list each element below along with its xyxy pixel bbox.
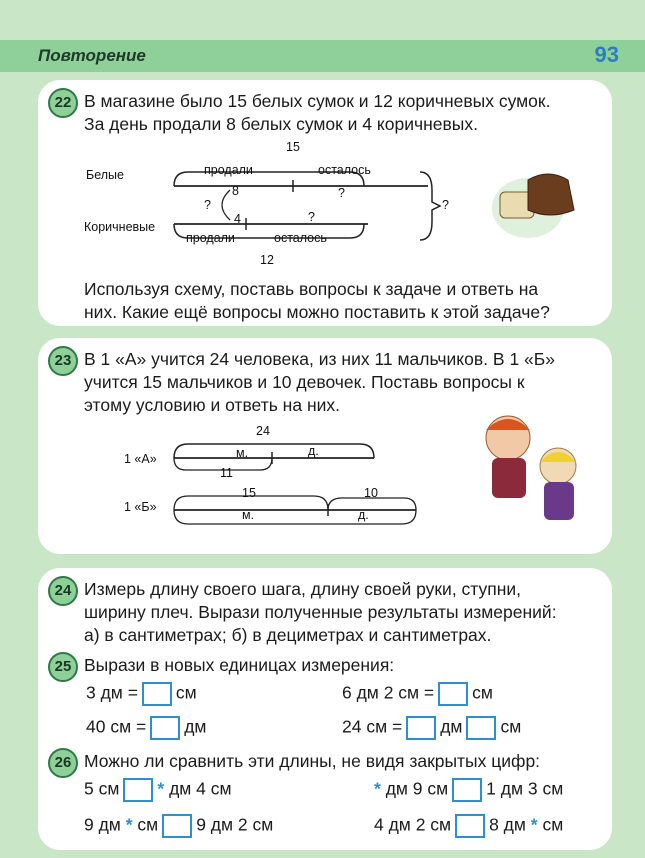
conversion-row: 6 дм 2 см = см <box>342 682 493 706</box>
task-question: Используя схему, поставь вопросы к задаче и ответь на них. Какие ещё вопросы можно поставить к этой задаче? <box>84 279 550 322</box>
task-text: Вырази в новых единицах измерения: <box>84 655 395 675</box>
compare-row: 5 см * дм 4 см <box>84 778 232 802</box>
task-22-card: 22 В магазине было 15 белых сумок и 12 коричневых сумок. За день продали 8 белых сумок и 4 коричневых. 15 продали осталось Белые 8 ? ? ? 4 ? Коричневые продали осталось 12 Используя схему, поставь вопросы к задаче и ответь на них. Какие ещё вопросы можно поставить к этой задаче? <box>38 80 612 326</box>
task-number: 26 <box>48 748 78 778</box>
task-23-card: 23 В 1 «А» учится 24 человека, из них 11 мальчиков. В 1 «Б» учится 15 мальчиков и 10 девочек. Поставь вопросы к этому условию и ответь на них. 24 м. д. 1 «А» 11 15 10 1 «Б» м. д. <box>38 338 612 554</box>
task-text: В 1 «А» учится 24 человека, из них 11 мальчиков. В 1 «Б» учится 15 мальчиков и 10 девочек. Поставь вопросы к этому условию и ответь на них. <box>84 349 555 415</box>
answer-box[interactable] <box>123 778 153 802</box>
answer-box[interactable] <box>455 814 485 838</box>
task-number: 22 <box>48 88 78 118</box>
section-title: Повторение <box>38 46 146 65</box>
conversion-row: 40 см = дм <box>86 716 206 740</box>
task-text: Измерь длину своего шага, длину своей руки, ступни, ширину плеч. Вырази полученные результаты измерений: а) в сантиметрах; б) в дециметрах и сантиметрах. <box>84 579 557 645</box>
conversion-row: 24 см = дм см <box>342 716 521 740</box>
task-text: В магазине было 15 белых сумок и 12 коричневых сумок. За день продали 8 белых сумок и 4 коричневых. <box>84 91 551 134</box>
compare-row: 4 дм 2 см 8 дм * см <box>374 814 563 838</box>
answer-box[interactable] <box>142 682 172 706</box>
page-number: 93 <box>594 42 619 67</box>
answer-box[interactable] <box>466 716 496 740</box>
answer-box[interactable] <box>150 716 180 740</box>
compare-row: 9 дм * см 9 дм 2 см <box>84 814 273 838</box>
conversion-row: 3 дм = см <box>86 682 197 706</box>
page-header <box>0 40 645 72</box>
answer-box[interactable] <box>406 716 436 740</box>
task-number: 24 <box>48 576 78 606</box>
compare-row: * дм 9 см 1 дм 3 см <box>374 778 563 802</box>
scheme-23 <box>38 338 612 554</box>
answer-box[interactable] <box>452 778 482 802</box>
task-24-26-card <box>38 568 612 850</box>
task-text: Можно ли сравнить эти длины, не видя закрытых цифр: <box>84 751 541 771</box>
task-number: 23 <box>48 346 78 376</box>
answer-box[interactable] <box>162 814 192 838</box>
task-number: 25 <box>48 652 78 682</box>
answer-box[interactable] <box>438 682 468 706</box>
